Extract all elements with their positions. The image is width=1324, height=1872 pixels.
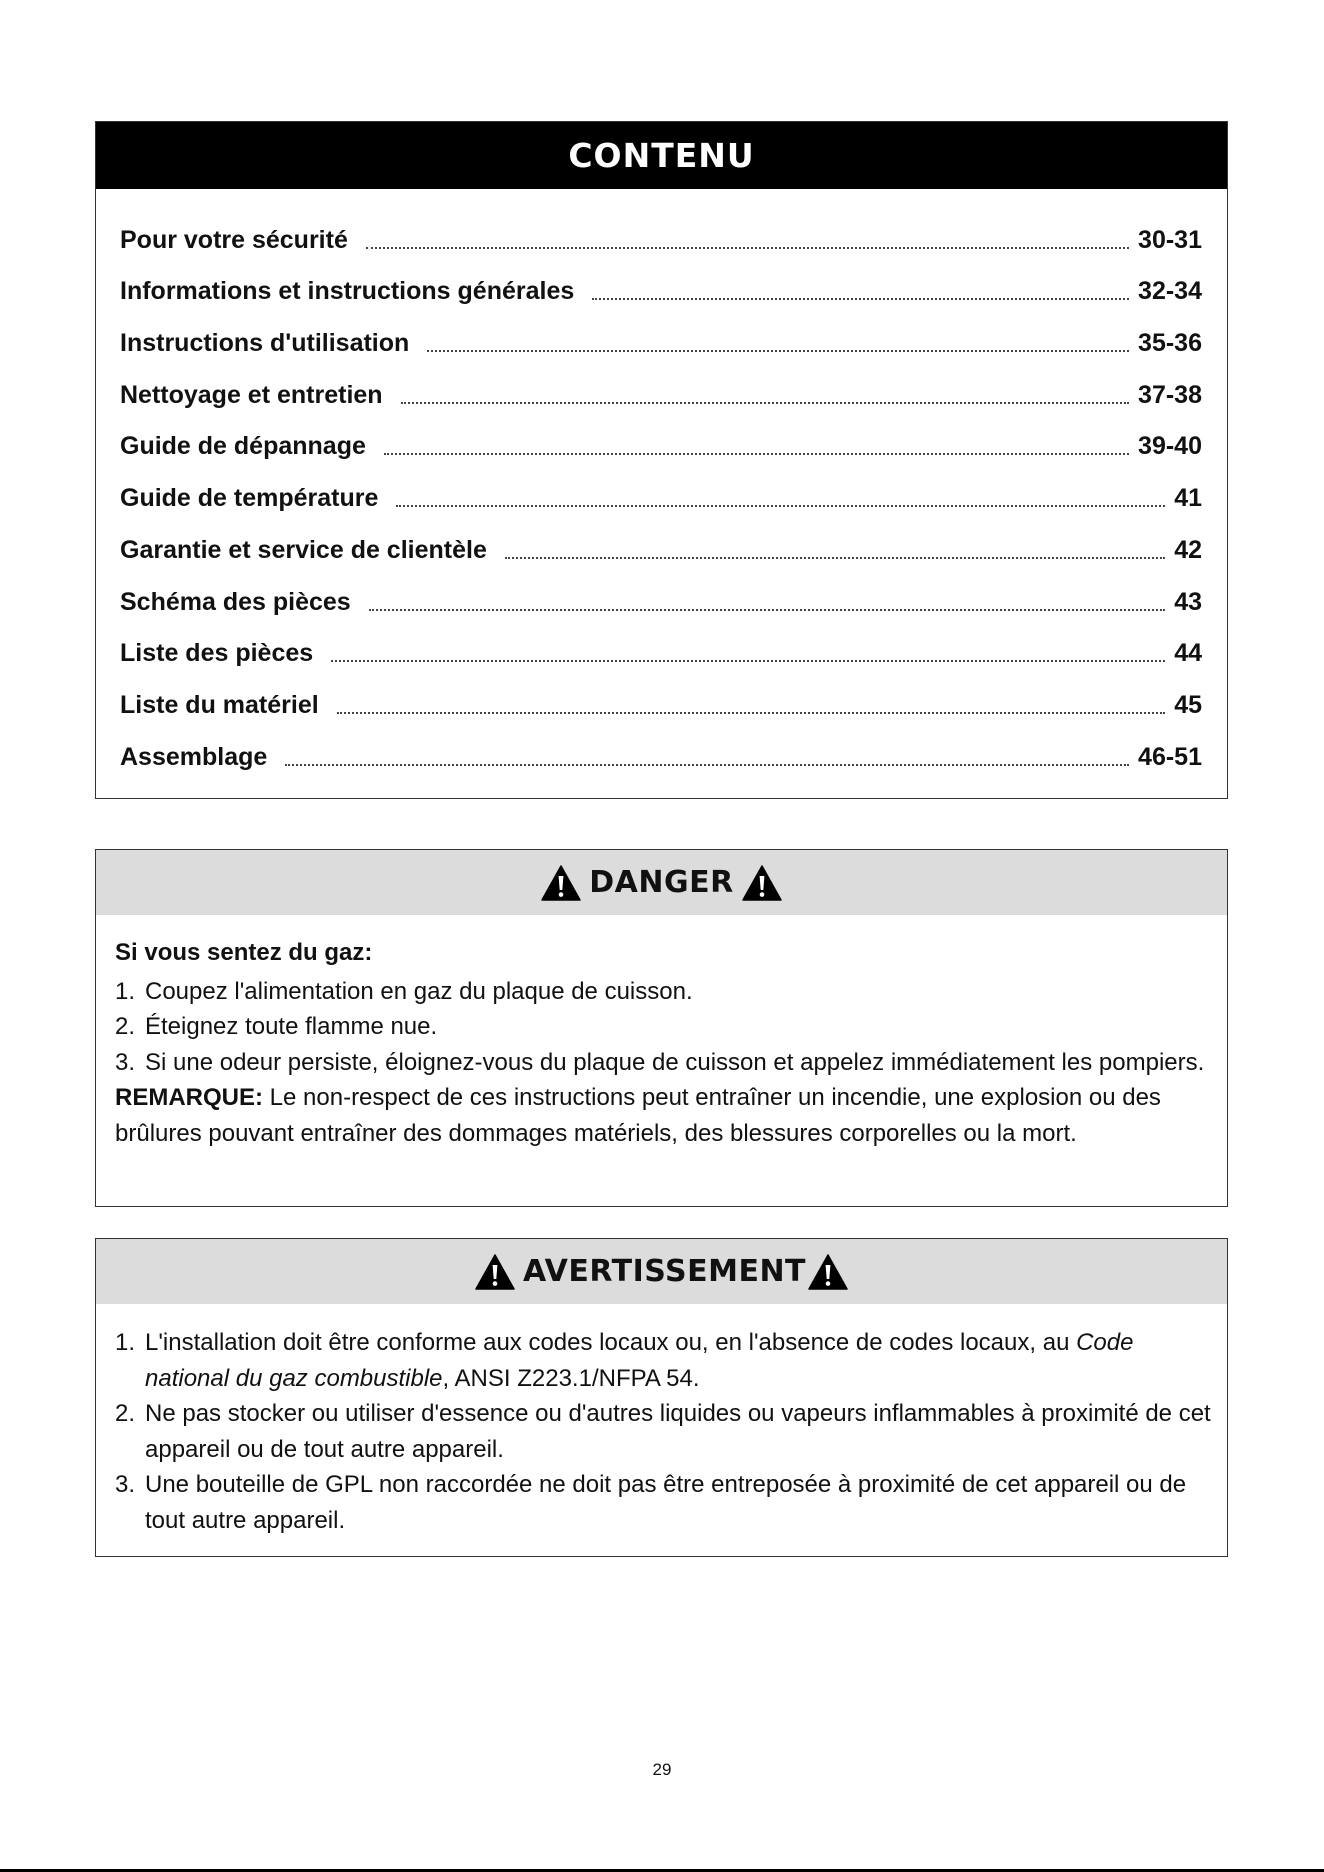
danger-note bbox=[115, 1080, 1213, 1151]
dot-leader bbox=[331, 660, 1165, 662]
item-number: 1. bbox=[115, 977, 136, 1005]
entry-label: Garantie et service de clientèle bbox=[120, 535, 487, 564]
dot-leader bbox=[285, 764, 1129, 766]
entry-pages: 35-36 bbox=[1138, 329, 1202, 358]
contents-entry[interactable] bbox=[120, 203, 1202, 255]
danger-body bbox=[96, 915, 1227, 1151]
dot-leader bbox=[396, 505, 1165, 507]
entry-pages: 46-51 bbox=[1138, 742, 1202, 771]
warning-triangle-icon bbox=[808, 1253, 848, 1291]
entry-label: Pour votre sécurité bbox=[120, 225, 348, 254]
dot-leader bbox=[337, 712, 1166, 714]
dot-leader bbox=[505, 557, 1165, 559]
contents-entry[interactable] bbox=[120, 617, 1202, 669]
entry-label: Guide de température bbox=[120, 484, 379, 513]
item-number: 3. bbox=[115, 1471, 136, 1498]
warning-header bbox=[96, 1239, 1227, 1304]
list-item bbox=[115, 974, 1213, 1010]
warning-title: AVERTISSEMENT bbox=[522, 1254, 807, 1289]
dot-leader bbox=[427, 350, 1129, 352]
item-number: 1. bbox=[115, 1329, 136, 1356]
danger-list bbox=[115, 974, 1213, 1081]
dot-leader bbox=[401, 402, 1129, 404]
contents-entry[interactable] bbox=[120, 358, 1202, 410]
contents-entry[interactable] bbox=[120, 565, 1202, 617]
warning-triangle-icon bbox=[742, 864, 782, 902]
contents-list bbox=[96, 189, 1227, 772]
entry-label: Schéma des pièces bbox=[120, 587, 351, 616]
entry-pages: 30-31 bbox=[1138, 225, 1202, 254]
note-text: Le non-respect de ces instructions peut entraîner un incendie, une explosion ou des brûlures pouvant entraîner des dommages matériels, des blessures corporelles ou la mort. bbox=[115, 1084, 1161, 1147]
list-item bbox=[115, 1325, 1217, 1396]
item-text: Si une odeur persiste, éloignez-vous du plaque de cuisson et appelez immédiatement les pompiers. bbox=[145, 1048, 1205, 1076]
item-text bbox=[145, 1325, 1217, 1396]
contents-entry[interactable] bbox=[120, 461, 1202, 513]
item-text: Une bouteille de GPL non raccordée ne doit pas être entreposée à proximité de cet appareil ou de tout autre appareil. bbox=[145, 1471, 1187, 1534]
entry-pages: 32-34 bbox=[1138, 277, 1202, 306]
danger-intro: Si vous sentez du gaz: bbox=[115, 939, 373, 966]
entry-label: Nettoyage et entretien bbox=[120, 380, 383, 409]
page-number: 29 bbox=[652, 1760, 672, 1779]
warning-triangle-icon bbox=[475, 1253, 515, 1291]
item-text-part: L'installation doit être conforme aux codes locaux ou, en l'absence de codes locaux, au bbox=[145, 1329, 1077, 1356]
entry-pages: 37-38 bbox=[1138, 380, 1202, 409]
dot-leader bbox=[366, 247, 1129, 249]
entry-label: Liste du matériel bbox=[120, 690, 319, 719]
contents-title: CONTENU bbox=[96, 122, 1227, 189]
item-number: 2. bbox=[115, 1400, 136, 1427]
contents-entry[interactable] bbox=[120, 668, 1202, 720]
warning-panel bbox=[95, 1238, 1228, 1557]
entry-label: Guide de dépannage bbox=[120, 432, 366, 461]
list-item bbox=[115, 1009, 1213, 1045]
contents-entry[interactable] bbox=[120, 255, 1202, 307]
entry-pages: 45 bbox=[1174, 690, 1202, 719]
contents-entry[interactable] bbox=[120, 306, 1202, 358]
warning-triangle-icon bbox=[541, 864, 581, 902]
contents-box bbox=[95, 121, 1228, 799]
contents-entry[interactable] bbox=[120, 513, 1202, 565]
entry-pages: 39-40 bbox=[1138, 432, 1202, 461]
list-item bbox=[115, 1467, 1217, 1538]
entry-label: Instructions d'utilisation bbox=[120, 329, 410, 358]
contents-entry[interactable] bbox=[120, 410, 1202, 462]
warning-list bbox=[115, 1325, 1217, 1538]
entry-pages: 41 bbox=[1174, 484, 1202, 513]
item-number: 2. bbox=[115, 1013, 136, 1040]
item-text: Coupez l'alimentation en gaz du plaque de cuisson. bbox=[145, 977, 693, 1005]
dot-leader bbox=[592, 298, 1129, 300]
contents-entry[interactable] bbox=[120, 720, 1202, 772]
note-label: REMARQUE: bbox=[115, 1084, 263, 1111]
entry-pages: 42 bbox=[1174, 535, 1202, 564]
entry-label: Informations et instructions générales bbox=[120, 277, 575, 306]
warning-body bbox=[96, 1304, 1227, 1538]
item-text: Éteignez toute flamme nue. bbox=[145, 1013, 438, 1040]
dot-leader bbox=[369, 609, 1165, 611]
entry-pages: 43 bbox=[1174, 587, 1202, 616]
item-text: Ne pas stocker ou utiliser d'essence ou d'autres liquides ou vapeurs inflammables à proximité de cet appareil ou de tout autre appareil. bbox=[145, 1400, 1211, 1463]
item-number: 3. bbox=[115, 1048, 136, 1076]
code-reference: Code national du gaz combustible bbox=[145, 1329, 1134, 1392]
danger-header bbox=[96, 850, 1227, 915]
list-item bbox=[115, 1045, 1213, 1081]
entry-label: Liste des pièces bbox=[120, 639, 314, 668]
dot-leader bbox=[384, 453, 1129, 455]
list-item bbox=[115, 1396, 1217, 1467]
danger-panel bbox=[95, 849, 1228, 1207]
entry-label: Assemblage bbox=[120, 742, 268, 771]
item-text-part: , ANSI Z223.1/NFPA 54. bbox=[442, 1364, 700, 1392]
danger-title: DANGER bbox=[589, 865, 734, 900]
entry-pages: 44 bbox=[1174, 639, 1202, 668]
